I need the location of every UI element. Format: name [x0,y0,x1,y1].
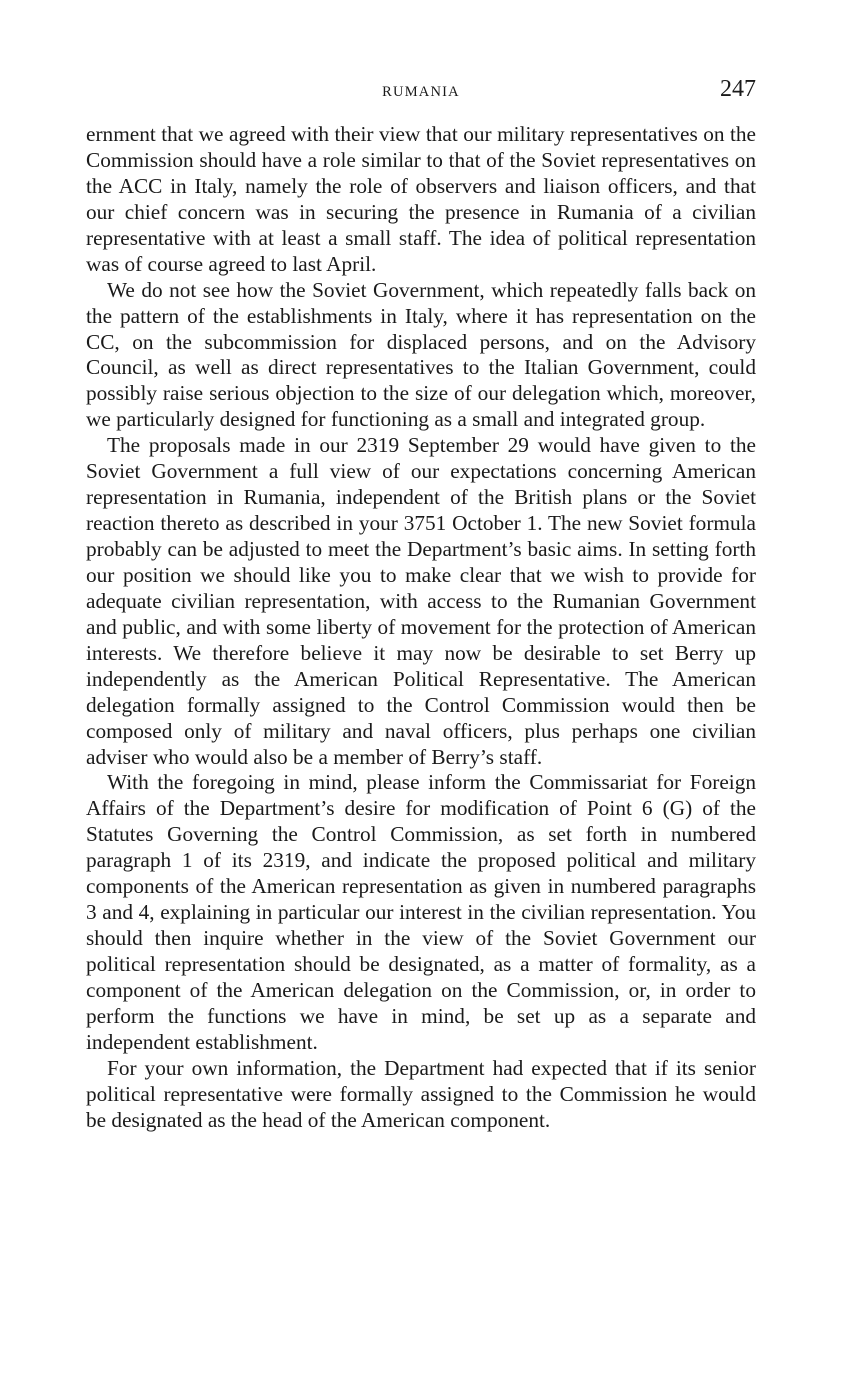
paragraph: The proposals made in our 2319 September 29 would have given to the Soviet Government a full view of our expectations concerning American representation in Rumania, independent of the British plans or the Soviet reaction thereto as described in your 3751 October 1. The new Soviet formula probably can be adjusted to meet the Department’s basic aims. In setting forth our position we should like you to make clear that we wish to provide for adequate civilian representation, with access to the Rumanian Government and public, and with some liberty of movement for the protection of American interests. We therefore believe it may now be desirable to set Berry up independently as the American Political Representative. The American delegation formally assigned to the Control Commission would then be composed only of military and naval officers, plus perhaps one civilian adviser who would also be a member of Berry’s staff. [86,433,756,769]
paragraph: We do not see how the Soviet Government, which repeatedly falls back on the pattern of the establishments in Italy, where it has representation on the CC, on the subcommission for displaced persons, and on the Advisory Council, as well as direct representatives to the Italian Government, could possibly raise serious objection to the size of our delegation which, moreover, we particularly designed for functioning as a small and integrated group. [86,277,756,432]
document-body [86,122,756,1134]
paragraph: With the foregoing in mind, please inform the Commissariat for Foreign Affairs of the Department’s desire for modification of Point 6 (G) of the Statutes Governing the Control Commission, as set forth in numbered paragraph 1 of its 2319, and indicate the proposed political and military components of the American representation as given in numbered paragraphs 3 and 4, explaining in particular our interest in the civilian representation. You should then inquire whether in the view of the Soviet Government our political representation should be designated, as a matter of formality, as a component of the American delegation on the Commission, or, in order to perform the functions we have in mind, be set up as a separate and independent establishment. [86,770,756,1054]
page-header [86,74,756,106]
paragraph-continued: ernment that we agreed with their view that our military representatives on the Commission should have a role similar to that of the Soviet representatives on the ACC in Italy, namely the role of observers and liaison officers, and that our chief concern was in securing the presence in Rumania of a civilian representative with at least a small staff. The idea of political representation was of course agreed to last April. [86,122,756,276]
paragraph: For your own information, the Department had expected that if its senior political representative were formally assigned to the Commission he would be designated as the head of the American component. [86,1055,756,1132]
running-head: RUMANIA [382,84,460,100]
page-number: 247 [720,76,756,102]
